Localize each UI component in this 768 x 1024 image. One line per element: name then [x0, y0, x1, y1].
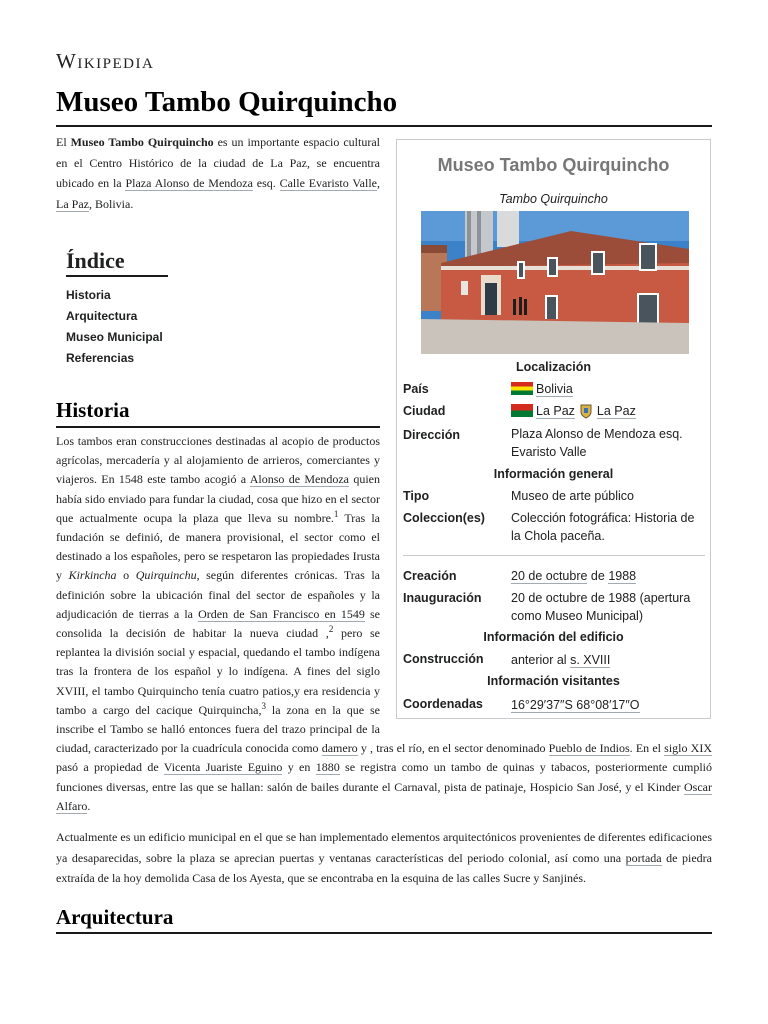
link-plaza-alonso-de-mendoza[interactable]: Plaza Alonso de Mendoza: [125, 176, 253, 190]
infobox-label-ciudad: Ciudad: [403, 404, 446, 418]
reference-1[interactable]: 1: [333, 508, 339, 519]
infobox-heading-edificio: Información del edificio: [483, 630, 624, 644]
infobox-label-direccion: Dirección: [403, 428, 460, 442]
infobox: [396, 139, 711, 719]
bolivia-flag-icon: [511, 382, 533, 395]
arquitectura-divider: [56, 932, 712, 934]
toc-item-historia[interactable]: Historia: [66, 288, 111, 302]
la-paz-flag-icon: [511, 404, 533, 417]
historia-paragraph: Los tambos eran construcciones destinadas al acopio de productos agrícolas, mercadería y al alojamiento de arrieros, comerciantes y viajeros. En 1548 este tambo acogió a Alonso de Mendoza quien había sido enviado para fundar la ciudad, cosa que hizo en el sector que actualmente ocupa la plaza que lleva su nombre.$^1$ Tras la fundación se definió, de manera provisional, el sector como el destinado a los españoles, pero se respetaron las propiedades Irusta y Kirkincha o Quirquinchu, según diferentes crónicas. Tras la definición sobre la ubicación final del sector de españoles y la adjudicación de tierras a la Orden de San Francisco en 1549 se consolida la decisión de habitar la nueva ciudad ,$^2$ pero se replantea la división social y espacial, quedando el tambo indígena tras la frontera de los español y lo indígena. A fines del siglo XVIII, el tambo Quirquincho tenía cuatro patios,y era residencia y tambo a cargo del cacique Quirquincha,$^3$ la zona en la que se inscribe el Tambo se halló entonces fuera del trazo principal de la ciudad, caracterizado por la cuadrícula conocida como damero y , tras el río, en el sector denominado Pueblo de Indios. En el siglo XIX pasó a propiedad de Vicenta Juariste Eguino y en 1880 se registra como un tambo de quinas y tabacos, posteriormente cumplió funciones diversas, entre las que se hallan: salón de bailes durante el Carnaval, pista de patinaje, Hospicio San José, y el Kinder Oscar Alfaro.: [56, 434, 712, 813]
link-siglo-xix[interactable]: siglo XIX: [664, 741, 712, 756]
infobox-value-construccion: anterior al s. XVIII: [511, 653, 611, 667]
infobox-label-creacion: Creación: [403, 569, 457, 583]
link-20-de-octubre[interactable]: 20 de octubre: [511, 569, 588, 583]
link-1988[interactable]: 1988: [608, 569, 637, 583]
table-of-contents: [66, 248, 226, 369]
infobox-label-pais: País: [403, 382, 429, 396]
infobox-value-tipo: Museo de arte público: [511, 489, 634, 503]
link-1880[interactable]: 1880: [315, 760, 340, 775]
wikipedia-wordmark[interactable]: Wikipedia: [56, 49, 155, 73]
intro-paragraph: El Museo Tambo Quirquincho es un importante espacio cultural en el Centro Histórico de la ciudad de La Paz, se encuentra ubicado en la Plaza Alonso de Mendoza esq. Calle Evaristo Valle, La Paz, Bolivia.: [56, 135, 380, 211]
infobox-heading-visitantes: Información visitantes: [487, 674, 620, 688]
link-calle-evaristo-valle[interactable]: Calle Evaristo Valle: [279, 176, 377, 190]
historia-divider: [56, 426, 380, 428]
infobox-heading-localizacion: Localización: [515, 360, 592, 374]
infobox-title: Museo Tambo Quirquincho: [437, 155, 670, 175]
infobox-label-tipo: Tipo: [403, 489, 430, 503]
link-alonso-de-mendoza[interactable]: Alonso de Mendoza: [249, 472, 350, 487]
toc-item-arquitectura[interactable]: Arquitectura: [66, 309, 138, 323]
la-paz-coat-of-arms-icon: [578, 403, 594, 419]
link-oscar-alfaro[interactable]: Oscar Alfaro: [56, 779, 712, 813]
link-orden-de-san-francisco[interactable]: Orden de San Francisco en 1549: [198, 606, 365, 621]
toc-item-museo-municipal[interactable]: Museo Municipal: [66, 330, 163, 344]
infobox-separator: [403, 555, 705, 556]
page-title: Museo Tambo Quirquincho: [56, 86, 398, 118]
reference-3[interactable]: 3: [261, 700, 267, 711]
link-damero[interactable]: damero: [321, 741, 358, 756]
infobox-value-creacion: 20 de octubre de 1988: [511, 569, 637, 583]
link-coordinates[interactable]: 16°29′37″S 68°08′17″O: [511, 698, 640, 712]
infobox-heading-general: Información general: [493, 467, 614, 481]
link-vicenta-juariste-eguino[interactable]: Vicenta Juariste Eguino: [163, 760, 283, 775]
infobox-label-coleccion: Coleccion(es): [403, 511, 485, 525]
link-la-paz-department[interactable]: La Paz: [596, 404, 636, 418]
infobox-label-construccion: Construcción: [403, 652, 484, 666]
infobox-value-direccion: Plaza Alonso de Mendoza esq. Evaristo Valle: [511, 427, 683, 459]
infobox-value-coordenadas: [511, 696, 707, 714]
arquitectura-intro-paragraph: Actualmente es un edificio municipal en el que se han implementado elementos arquitectónicos provenientes de diferentes edificaciones ya desaparecidas, sobre la plaza se aprecian puertas y ventanas características del periodo colonial, así como una portada de piedra extraída de la hoy demolida Casa de los Ayesta, que se encontraba en la esquina de las calles Sucre y Sanjinés.: [56, 830, 713, 885]
reference-2[interactable]: 2: [328, 624, 334, 635]
infobox-value-pais: [511, 380, 707, 398]
link-portada[interactable]: portada: [625, 850, 662, 865]
intro-bold-title: Museo Tambo Quirquincho: [70, 135, 214, 149]
toc-item-referencias[interactable]: Referencias: [66, 351, 135, 365]
link-bolivia[interactable]: Bolivia: [536, 382, 573, 396]
infobox-label-inauguracion: Inauguración: [403, 591, 482, 605]
link-la-paz-city[interactable]: La Paz: [536, 404, 575, 418]
infobox-label-coordenadas: Coordenadas: [403, 697, 483, 711]
link-la-paz[interactable]: La Paz: [56, 196, 89, 211]
section-heading-arquitectura: Arquitectura: [56, 905, 174, 929]
title-divider: [56, 125, 712, 127]
toc-title: Índice: [66, 248, 168, 277]
museum-photo[interactable]: [421, 211, 689, 354]
infobox-value-inauguracion: 20 de octubre de 1988 (apertura como Museo Municipal): [511, 591, 691, 623]
link-siglo-xviii[interactable]: s. XVIII: [570, 653, 611, 667]
infobox-subtitle: Tambo Quirquincho: [499, 192, 608, 206]
infobox-value-ciudad: [511, 402, 707, 420]
link-pueblo-de-indios[interactable]: Pueblo de Indios: [548, 741, 630, 756]
section-heading-historia: Historia: [56, 398, 130, 422]
infobox-value-coleccion: Colección fotográfica: Historia de la Chola paceña.: [511, 511, 695, 543]
